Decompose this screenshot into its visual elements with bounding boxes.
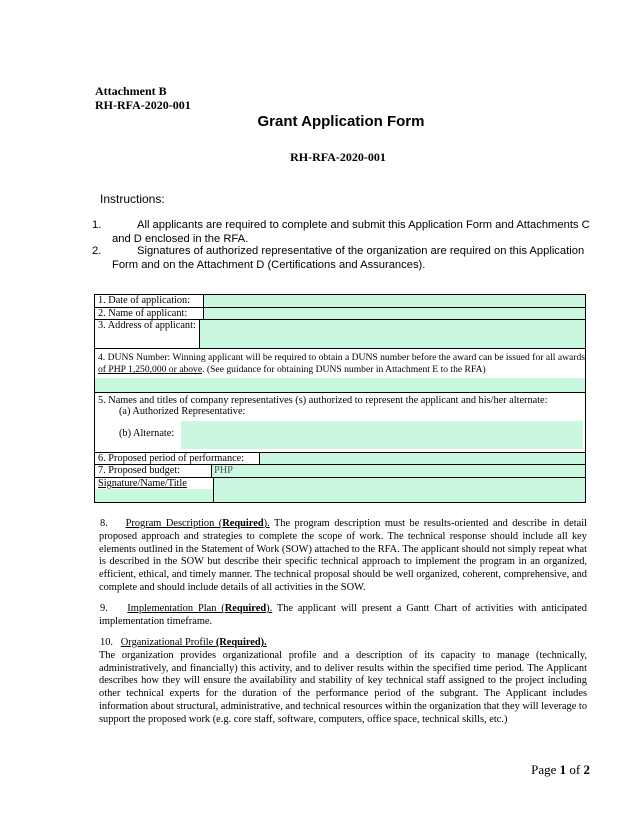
signature-field[interactable] — [213, 478, 585, 502]
instruction-number: 2. — [92, 245, 102, 257]
section-number: 8. — [100, 518, 108, 529]
instruction-text: Signatures of authorized representative of the organization are required on this Application Form and on the Attachment D (Certifications and Assurances). — [112, 245, 585, 271]
period-label: 6. Proposed period of performance: — [95, 453, 259, 465]
section-heading: Implementation Plan ( — [127, 603, 225, 614]
section-body: The program description must be results-oriented and describe in detail proposed approach and strategies to complete the scope of work. The technical response should include all key elements outlined in the Statement of Work (SOW) attached to the RFA. The applicant should not simply repeat what is described in the SOW but describe their specific technical approach to implement the program in an organized, efficient, ethical, and timely manner. The technical proposal should be well organized, coherent, comprehensive, and complete and should include details of all activities in the SOW. — [99, 518, 587, 593]
alternate-label: (b) Alternate: — [119, 428, 175, 439]
signature-label: Signature/Name/Title — [98, 478, 187, 489]
duns-line2 — [95, 364, 585, 376]
instructions-label: Instructions: — [100, 192, 165, 206]
instruction-item — [92, 244, 592, 272]
document-code: RH-RFA-2020-001 — [95, 98, 191, 112]
name-label: 2. Name of applicant: — [95, 308, 203, 320]
section-heading-close: ). — [263, 518, 270, 529]
budget-label: 7. Proposed budget: — [95, 465, 211, 478]
date-field[interactable] — [203, 295, 585, 308]
required-label: (Required). — [215, 637, 267, 648]
period-field[interactable] — [259, 453, 585, 465]
representatives-section — [95, 393, 585, 453]
representatives-field[interactable] — [181, 421, 583, 449]
section-heading: Organizational Profile — [120, 637, 216, 648]
authorized-rep-label: (a) Authorized Representative: — [119, 406, 246, 417]
instruction-item — [92, 218, 592, 246]
required-label: Required — [222, 518, 264, 529]
signature-label-cell — [95, 478, 213, 502]
section-heading-close: ). — [266, 603, 273, 614]
application-form-table — [94, 294, 586, 503]
address-label: 3. Address of applicant: — [95, 320, 199, 349]
duns-section — [95, 349, 585, 393]
duns-field[interactable] — [95, 378, 585, 393]
attachment-label: Attachment B — [95, 84, 167, 98]
section-implementation-plan — [99, 603, 587, 629]
duns-threshold: of PHP 1,250,000 or above — [98, 364, 203, 375]
page-word: Page — [531, 762, 560, 777]
required-label: Required — [224, 603, 267, 614]
budget-currency: PHP — [214, 465, 233, 476]
duns-guidance: . (See guidance for obtaining DUNS number in Attachment E to the RFA) — [202, 364, 486, 375]
page-of: of — [566, 762, 584, 777]
date-label: 1. Date of application: — [95, 295, 203, 308]
instruction-number: 1. — [92, 219, 102, 231]
duns-label: 4. DUNS Number: Winning applicant will be required to obtain a DUNS number before the award can be issued for all awards — [98, 352, 585, 363]
section-number: 10. — [100, 637, 113, 648]
address-field[interactable] — [199, 320, 585, 349]
section-number: 9. — [100, 603, 108, 614]
signature-left-fill — [95, 489, 213, 502]
page-title: Grant Application Form — [257, 113, 425, 130]
page-number — [531, 762, 590, 778]
page-total: 2 — [583, 762, 590, 777]
budget-field[interactable] — [211, 465, 585, 478]
section-body: The organization provides organizational profile and a description of its capacity to manage (technically, administratively, and financially) this activity, and to deliver results within the specified time period. The Applicant describes how they will ensure the availability and stability of key technical staff assigned to the project including other technical experts for the duration of the performance period of the subgrant. The Applicant includes information about structural, administrative, and technical resources within the organization that they will leverage to support the proposed work (e.g. core staff, software, computers, office space, technical skills, etc.) — [99, 649, 588, 725]
section-program-description — [99, 518, 587, 595]
section-body: The applicant will present a Gantt Chart of activities with anticipated implementation timeframe. — [99, 603, 587, 627]
name-field[interactable] — [203, 308, 585, 320]
instruction-text: All applicants are required to complete and submit this Application Form and Attachments C and D enclosed in the RFA. — [112, 219, 590, 245]
form-code: RH-RFA-2020-001 — [290, 150, 386, 164]
section-heading: Program Description ( — [125, 518, 223, 529]
section-heading-line — [99, 637, 587, 650]
page-current: 1 — [559, 762, 567, 777]
section-organizational-profile — [99, 637, 587, 727]
representatives-label: 5. Names and titles of company representatives (s) authorized to represent the applicant and his/her alternate: — [98, 395, 548, 406]
